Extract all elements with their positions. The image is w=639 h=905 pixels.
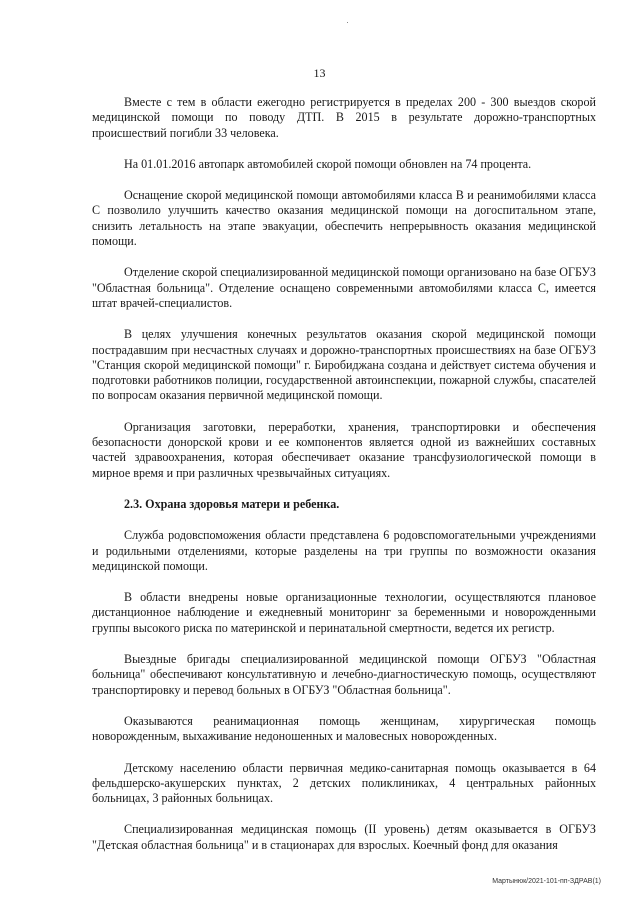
document-body <box>92 95 596 869</box>
section-paragraph-4: Оказываются реанимационная помощь женщинам, хирургическая помощь новорожденным, выхаживание недоношенных и маловесных новорожденных. <box>92 713 596 744</box>
paragraph-2: На 01.01.2016 автопарк автомобилей скорой помощи обновлен на 74 процента. <box>124 156 532 171</box>
page-number: 13 <box>313 66 326 80</box>
section-paragraph-6: Специализированная медицинская помощь (II уровень) детям оказывается в ОГБУЗ "Детская областная больница" и в стационарах для взрослых. Коечный фонд для оказания <box>92 822 596 852</box>
paragraph-5: В целях улучшения конечных результатов оказания скорой медицинской помощи пострадавшим при несчастных случаях и дорожно-транспортных происшествиях на базе ОГБУЗ "Станция скорой медицинской помощи" г. Биробиджана создана и действует система обучения и подготовки работников полиции, государственной автоинспекции, пожарной службы, спасателей по вопросам оказания первичной медицинской помощи. <box>92 327 596 403</box>
section-paragraph-5: Детскому населению области первичная медико-санитарная помощь оказывается в 64 фельдшерско-акушерских пунктах, 2 детских поликлиниках, 4 центральных районных больницах, 3 районных больницах. <box>92 760 596 806</box>
section-paragraph-1: Служба родовспоможения области представлена 6 родовспомогательными учреждениями и родильными отделениями, которые разделены на три группы по возможности оказания медицинской помощи. <box>92 528 596 573</box>
paragraph-4: Отделение скорой специализированной медицинской помощи организовано на базе ОГБУЗ "Областная больница". Отделение оснащено современными автомобилями класса С, имеется штат врачей-специалистов. <box>92 265 596 310</box>
paragraph-1: Вместе с тем в области ежегодно регистрируется в пределах 200 - 300 выездов скорой медицинской помощи по поводу ДТП. В 2015 в результате дорожно-транспортных происшествий погибли 33 человека. <box>92 95 596 140</box>
paragraph-6: Организация заготовки, переработки, хранения, транспортировки и обеспечения безопасности донорской крови и ее компонентов является одной из важнейших составных частей здравоохранения, которая обеспечивает оказание трансфузиологической помощи в мирное время и при различных чрезвычайных ситуациях. <box>92 419 596 480</box>
section-paragraph-2: В области внедрены новые организационные технологии, осуществляются плановое дистанционное наблюдение и ежедневный мониторинг за беременными и новорожденными группы высокого риска по материнской и перинатальной смертности, ведется их регистр. <box>92 590 596 635</box>
scan-speck <box>347 22 348 23</box>
section-paragraph-3: Выездные бригады специализированной медицинской помощи ОГБУЗ "Областная больница" обеспечивают консультативную и лечебно-диагностическую помощь, осуществляют транспортировку и перевод больных в ОГБУЗ "Областная больница". <box>92 652 596 697</box>
paragraph-3: Оснащение скорой медицинской помощи автомобилями класса В и реанимобилями класса С позволило улучшить качество оказания медицинской помощи на догоспитальном этапе, снизить летальность на этапе эвакуации, обеспечить непрерывность оказания медицинской помощи. <box>92 188 596 249</box>
footer-document-code: Мартынюк/2021-101-пп-ЗДРАВ(1) <box>492 878 601 885</box>
section-heading: 2.3. Охрана здоровья матери и ребенка. <box>124 496 340 511</box>
